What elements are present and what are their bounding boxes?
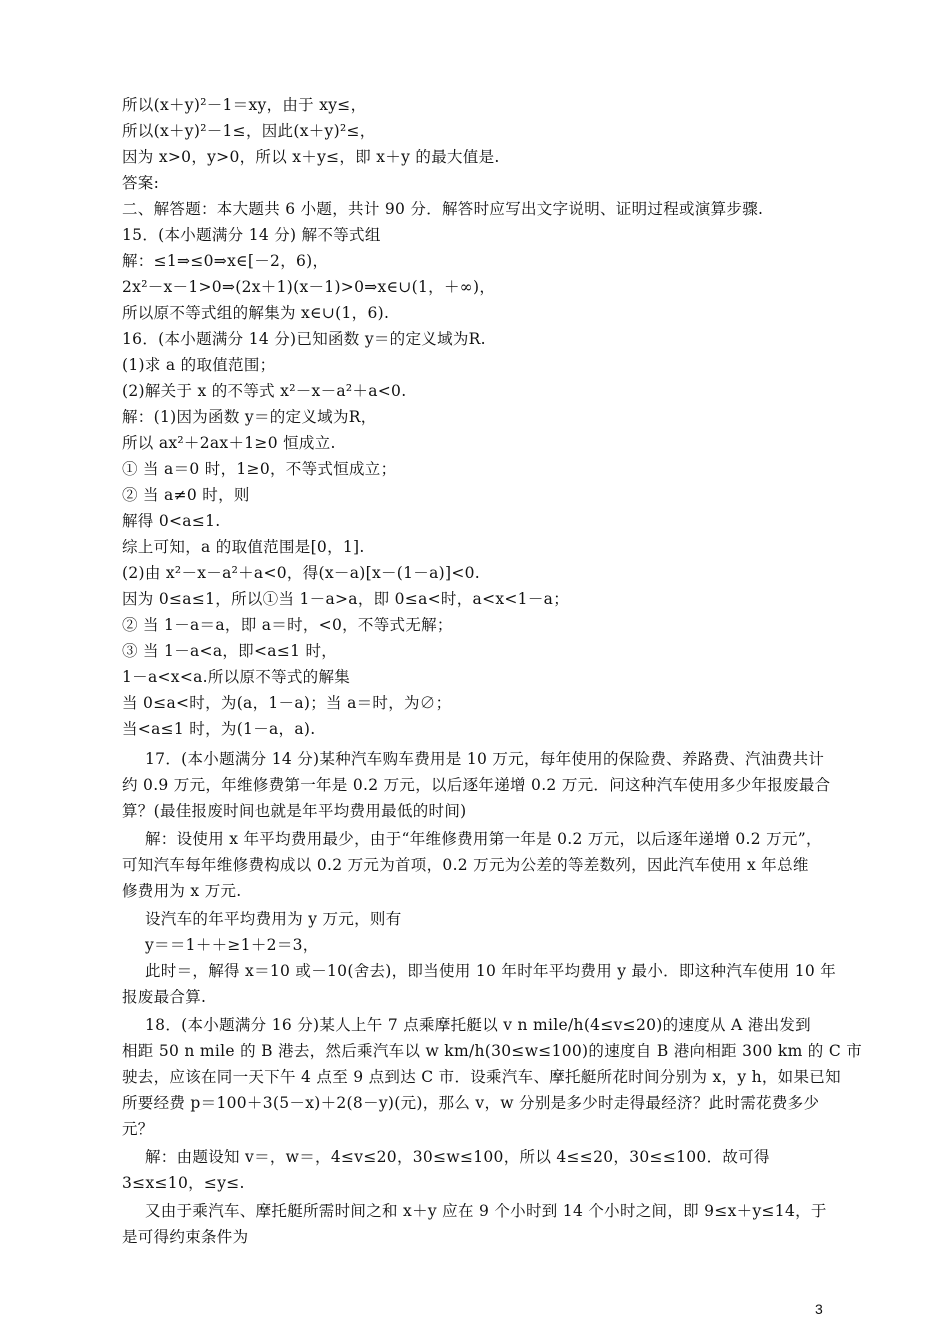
text-line: y＝＝1＋＋≥1＋2＝3， — [145, 936, 319, 954]
text-line: 约 0.9 万元，年维修费第一年是 0.2 万元，以后逐年递增 0.2 万元．问这种汽车使用多少年报废最合 — [122, 776, 831, 794]
text-line: 所以(x＋y)²－1＝xy，由于 xy≤， — [122, 96, 367, 114]
text-line: ③ 当 1－a<a，即<a≤1 时， — [122, 642, 338, 660]
text-line: 解：设使用 x 年平均费用最少，由于“年维修费用第一年是 0.2 万元，以后逐年递增 0.2 万元”， — [145, 830, 822, 848]
text-line: 报废最合算. — [122, 988, 207, 1006]
text-line: 解得 0<a≤1. — [122, 512, 221, 530]
text-line: 解：≤1⇒≤0⇒x∈[－2，6)， — [122, 252, 329, 270]
text-line: 驶去，应该在同一天下午 4 点至 9 点到达 C 市．设乘汽车、摩托艇所花时间分别为 x，y h，如果已知 — [122, 1068, 841, 1086]
text-line: ② 当 1－a＝a，即 a＝时，<0，不等式无解； — [122, 616, 453, 634]
text-line: ① 当 a＝0 时，1≥0，不等式恒成立； — [122, 460, 397, 478]
text-line: 修费用为 x 万元. — [122, 882, 242, 900]
text-line: 相距 50 n mile 的 B 港去，然后乘汽车以 w km/h(30≤w≤100)的速度自 B 港向相距 300 km 的 C 市 — [122, 1042, 863, 1060]
page-number: 3 — [815, 1301, 823, 1317]
problem-18-heading: 18．(本小题满分 16 分)某人上午 7 点乘摩托艇以 v n mile/h(4≤v≤20)的速度从 A 港出发到 — [145, 1016, 811, 1034]
text-line: (1)求 a 的取值范围； — [122, 356, 276, 374]
problem-17-heading: 17．(本小题满分 14 分)某种汽车购车费用是 10 万元，每年使用的保险费、养路费、汽油费共计 — [145, 750, 825, 768]
text-line: 又由于乘汽车、摩托艇所需时间之和 x＋y 应在 9 个小时到 14 个小时之间，即 9≤x＋y≤14，于 — [145, 1202, 827, 1220]
text-line: 答案: — [122, 174, 160, 192]
text-line: 当<a≤1 时，为(1－a，a). — [122, 720, 316, 738]
text-line: 3≤x≤10，≤y≤. — [122, 1174, 245, 1192]
text-line: 可知汽车每年维修费构成以 0.2 万元为首项，0.2 万元为公差的等差数列，因此汽车使用 x 年总维 — [122, 856, 809, 874]
text-line: 解：由题设知 v＝，w＝，4≤v≤20，30≤w≤100，所以 4≤≤20，30≤≤100．故可得 — [145, 1148, 770, 1166]
text-line: 所以(x＋y)²－1≤，因此(x＋y)²≤， — [122, 122, 376, 140]
text-line: 设汽车的年平均费用为 y 万元，则有 — [145, 910, 402, 928]
text-line: 因为 x>0，y>0，所以 x＋y≤，即 x＋y 的最大值是. — [122, 148, 500, 166]
text-line: 所要经费 p＝100＋3(5－x)＋2(8－y)(元)，那么 v，w 分别是多少时走得最经济？此时需花费多少 — [122, 1094, 820, 1112]
text-line: 1－a<x<a.所以原不等式的解集 — [122, 668, 351, 686]
text-line: 此时＝，解得 x＝10 或－10(舍去)，即当使用 10 年时年平均费用 y 最小．即这种汽车使用 10 年 — [145, 962, 837, 980]
text-line: 因为 0≤a≤1，所以①当 1－a>a，即 0≤a<时，a<x<1－a； — [122, 590, 569, 608]
text-line: (2)解关于 x 的不等式 x²－x－a²＋a<0. — [122, 382, 407, 400]
section-heading: 二、解答题：本大题共 6 小题，共计 90 分．解答时应写出文字说明、证明过程或演算步骤. — [122, 200, 764, 218]
text-line: 2x²－x－1>0⇒(2x＋1)(x－1)>0⇒x∈∪(1，＋∞)， — [122, 278, 496, 296]
text-line: 解：(1)因为函数 y＝的定义域为R， — [122, 408, 377, 426]
text-line: (2)由 x²－x－a²＋a<0，得(x－a)[x－(1－a)]<0. — [122, 564, 481, 582]
text-line: 所以原不等式组的解集为 x∈∪(1，6). — [122, 304, 390, 322]
text-line: 综上可知，a 的取值范围是[0，1]. — [122, 538, 365, 556]
text-line: 是可得约束条件为 — [122, 1228, 249, 1246]
text-line: ② 当 a≠0 时，则 — [122, 486, 250, 504]
text-line: 算？(最佳报废时间也就是年平均费用最低的时间) — [122, 802, 467, 820]
text-line: 所以 ax²＋2ax＋1≥0 恒成立. — [122, 434, 336, 452]
problem-16-heading: 16．(本小题满分 14 分)已知函数 y＝的定义域为R. — [122, 330, 486, 348]
problem-15-heading: 15．(本小题满分 14 分) 解不等式组 — [122, 226, 381, 244]
text-line: 元？ — [122, 1120, 154, 1138]
text-line: 当 0≤a<时，为(a，1－a)；当 a＝时，为∅； — [122, 694, 452, 712]
